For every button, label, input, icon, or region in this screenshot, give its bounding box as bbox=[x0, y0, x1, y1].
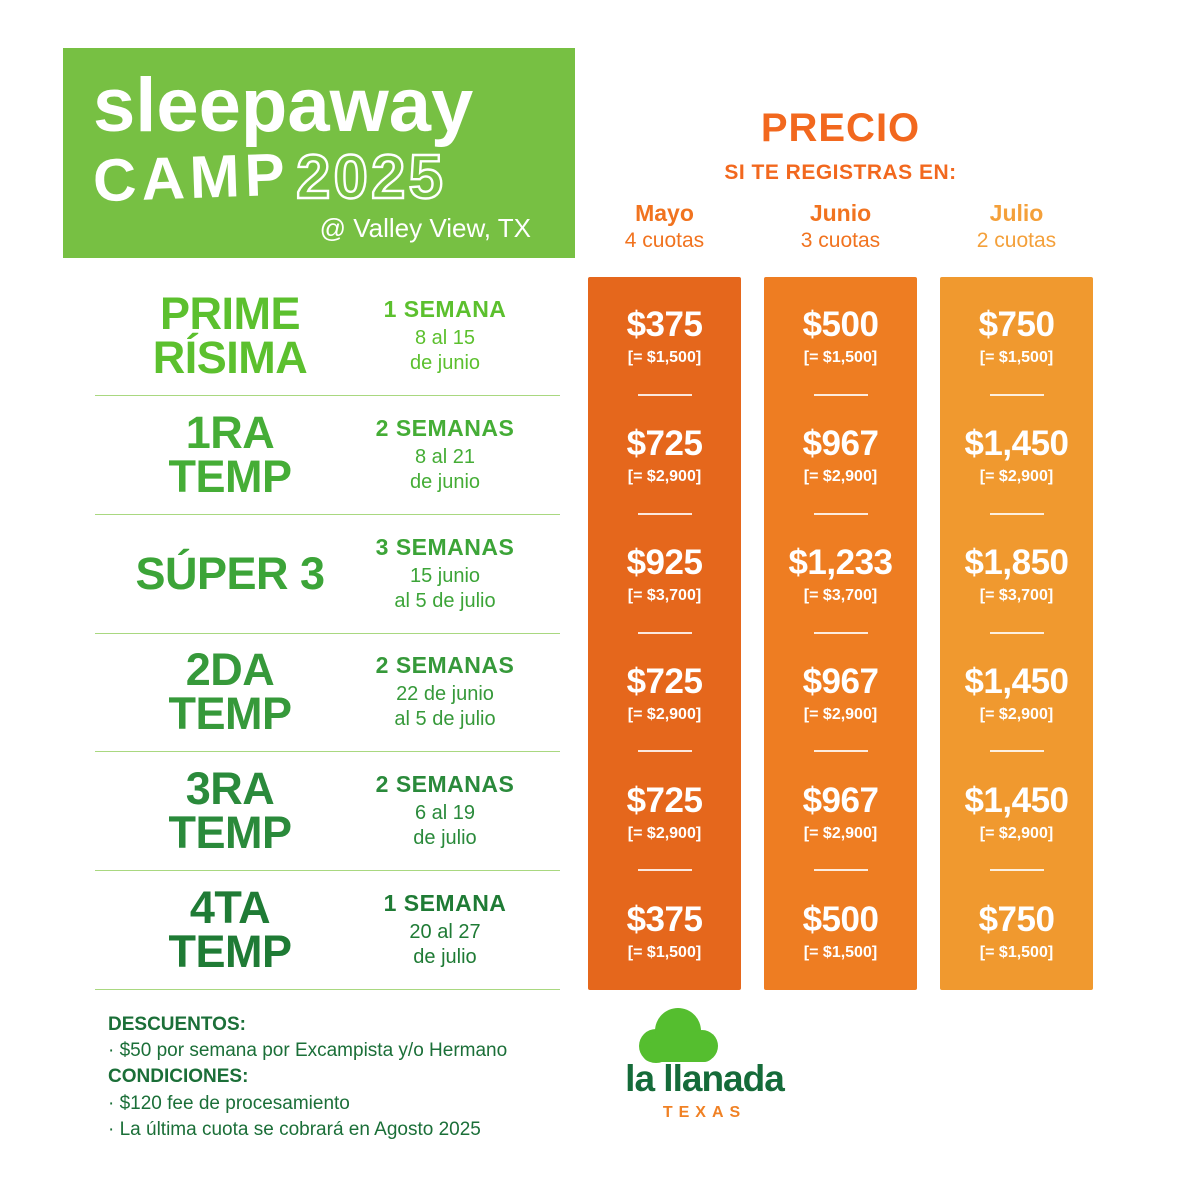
session-duration: 2 SEMANAS bbox=[375, 771, 515, 798]
session-dates: al 5 de julio bbox=[394, 589, 496, 612]
price-cell bbox=[764, 515, 917, 634]
session-info bbox=[365, 771, 560, 851]
month-label: Mayo bbox=[635, 200, 694, 226]
session-title-line1: SÚPER 3 bbox=[135, 547, 325, 599]
session-title-line1: 3RA bbox=[185, 763, 275, 815]
session-dates: al 5 de julio bbox=[394, 708, 496, 731]
price-amount: $1,450 bbox=[964, 780, 1069, 820]
price-column-julio bbox=[940, 277, 1093, 990]
column-header-mayo bbox=[588, 200, 741, 253]
price-total: [= $3,700] bbox=[979, 587, 1054, 605]
price-total: [= $2,900] bbox=[627, 468, 702, 486]
price-total: [= $2,900] bbox=[627, 824, 702, 842]
logo-region: TEXAS bbox=[662, 1104, 747, 1121]
session-title bbox=[95, 406, 365, 502]
price-cell bbox=[940, 515, 1093, 634]
session-title-line2: RÍSIMA bbox=[152, 331, 308, 383]
session-title-line1: PRIME bbox=[159, 287, 300, 339]
session-dates: 15 junio bbox=[409, 564, 481, 587]
price-total: [= $1,500] bbox=[803, 943, 878, 961]
price-subtitle: SI TE REGISTRAS EN: bbox=[724, 161, 957, 184]
price-amount: $375 bbox=[626, 305, 703, 345]
conditions-heading: CONDICIONES: bbox=[108, 1066, 249, 1088]
month-label: Junio bbox=[809, 200, 872, 226]
price-cell bbox=[940, 277, 1093, 396]
price-amount: $967 bbox=[802, 780, 879, 820]
session-dates: 22 de junio bbox=[396, 683, 494, 706]
svg-text:2025: 2025 bbox=[295, 143, 446, 212]
price-amount: $375 bbox=[626, 899, 703, 939]
session-title-line1: 1RA bbox=[185, 406, 275, 458]
price-total: [= $3,700] bbox=[803, 587, 878, 605]
session-duration: 2 SEMANAS bbox=[375, 652, 515, 679]
session-info bbox=[365, 890, 560, 970]
price-cell bbox=[940, 396, 1093, 515]
price-column-junio bbox=[764, 277, 917, 990]
price-cell bbox=[940, 634, 1093, 753]
price-cell bbox=[940, 752, 1093, 871]
price-cell bbox=[940, 871, 1093, 990]
price-amount: $1,450 bbox=[964, 424, 1069, 464]
price-cell bbox=[764, 634, 917, 753]
session-title-line2: TEMP bbox=[168, 926, 292, 978]
price-cell bbox=[588, 634, 741, 753]
column-header-julio bbox=[940, 200, 1093, 253]
price-amount: $967 bbox=[802, 424, 879, 464]
banner bbox=[63, 48, 575, 258]
price-total: [= $2,900] bbox=[979, 824, 1054, 842]
price-amount: $725 bbox=[626, 661, 703, 701]
discount-item: · $50 por semana por Excampista y/o Hermano bbox=[108, 1040, 508, 1062]
banner-subtitle-row bbox=[63, 138, 575, 216]
session-dates: 6 al 19 bbox=[414, 802, 476, 825]
price-amount: $725 bbox=[626, 424, 703, 464]
session-title-line2: TEMP bbox=[168, 450, 292, 502]
session-row-4ta-temp bbox=[95, 871, 560, 990]
price-amount: $725 bbox=[626, 780, 703, 820]
installments-label: 4 cuotas bbox=[624, 228, 705, 252]
price-column-mayo bbox=[588, 277, 741, 990]
price-total: [= $2,900] bbox=[803, 705, 878, 723]
price-total: [= $1,500] bbox=[627, 349, 702, 367]
installments-label: 2 cuotas bbox=[976, 228, 1057, 252]
price-total: [= $1,500] bbox=[979, 943, 1054, 961]
price-total: [= $2,900] bbox=[979, 468, 1054, 486]
session-dates: de julio bbox=[413, 946, 477, 969]
price-amount: $967 bbox=[802, 661, 879, 701]
month-label: Julio bbox=[989, 200, 1044, 226]
session-title bbox=[95, 547, 365, 599]
price-cell bbox=[764, 752, 917, 871]
price-total: [= $2,900] bbox=[979, 705, 1054, 723]
session-title-line1: 4TA bbox=[189, 881, 271, 933]
price-amount: $500 bbox=[802, 899, 879, 939]
price-title: PRECIO bbox=[760, 106, 921, 150]
session-title bbox=[95, 763, 365, 859]
session-duration: 2 SEMANAS bbox=[375, 414, 515, 441]
price-total: [= $1,500] bbox=[627, 943, 702, 961]
price-cell bbox=[588, 277, 741, 396]
session-title bbox=[95, 881, 365, 978]
condition-item: · $120 fee de procesamiento bbox=[108, 1092, 350, 1114]
session-row-2da-temp bbox=[95, 634, 560, 753]
session-duration: 1 SEMANA bbox=[383, 295, 507, 322]
la-llanada-logo bbox=[612, 1006, 797, 1122]
session-duration: 1 SEMANA bbox=[383, 890, 507, 917]
footer-notes bbox=[108, 1012, 578, 1143]
banner-title: sleepaway bbox=[93, 63, 474, 148]
banner-location: @ Valley View, TX bbox=[319, 213, 531, 243]
price-cell bbox=[588, 515, 741, 634]
price-header bbox=[588, 106, 1093, 185]
price-cell bbox=[588, 396, 741, 515]
session-dates: 20 al 27 bbox=[409, 921, 481, 944]
price-amount: $500 bbox=[802, 305, 879, 345]
session-row-primerisima bbox=[95, 277, 560, 396]
column-header-junio bbox=[764, 200, 917, 253]
session-info bbox=[365, 652, 560, 732]
price-amount: $1,450 bbox=[964, 661, 1069, 701]
session-row-super-3 bbox=[95, 515, 560, 634]
banner-year-outline bbox=[292, 138, 537, 216]
sessions-panel bbox=[95, 277, 560, 990]
price-total: [= $2,900] bbox=[803, 824, 878, 842]
session-dates: de junio bbox=[409, 470, 481, 493]
session-title bbox=[95, 287, 365, 383]
session-title-line1: 2DA bbox=[185, 644, 275, 696]
session-dates: de junio bbox=[409, 351, 481, 374]
condition-item: · La última cuota se cobrará en Agosto 2025 bbox=[108, 1118, 481, 1140]
session-row-1ra-temp bbox=[95, 396, 560, 515]
session-info bbox=[365, 415, 560, 495]
price-cell bbox=[764, 871, 917, 990]
discounts-heading: DESCUENTOS: bbox=[108, 1014, 246, 1035]
price-total: [= $2,900] bbox=[627, 705, 702, 723]
session-dates: 8 al 21 bbox=[414, 445, 476, 468]
price-cell bbox=[588, 752, 741, 871]
price-total: [= $2,900] bbox=[803, 468, 878, 486]
session-info bbox=[365, 296, 560, 376]
session-info bbox=[365, 534, 560, 614]
price-amount: $1,233 bbox=[788, 543, 893, 583]
banner-camp-word: CAMP bbox=[91, 140, 291, 214]
price-total: [= $1,500] bbox=[979, 349, 1054, 367]
price-cell bbox=[764, 277, 917, 396]
price-amount: $750 bbox=[978, 899, 1055, 939]
session-duration: 3 SEMANAS bbox=[375, 533, 515, 560]
installments-label: 3 cuotas bbox=[800, 228, 881, 252]
session-dates: 8 al 15 bbox=[414, 326, 476, 349]
logo-wordmark: la llanada bbox=[625, 1058, 784, 1099]
session-title bbox=[95, 644, 365, 740]
session-title-line2: TEMP bbox=[168, 688, 292, 740]
session-title-line2: TEMP bbox=[168, 807, 292, 859]
price-cell bbox=[764, 396, 917, 515]
price-amount: $925 bbox=[626, 543, 703, 583]
price-amount: $750 bbox=[978, 305, 1055, 345]
price-amount: $1,850 bbox=[964, 543, 1069, 583]
price-total: [= $3,700] bbox=[627, 587, 702, 605]
price-total: [= $1,500] bbox=[803, 349, 878, 367]
session-row-3ra-temp bbox=[95, 752, 560, 871]
price-cell bbox=[588, 871, 741, 990]
session-dates: de julio bbox=[413, 827, 477, 850]
